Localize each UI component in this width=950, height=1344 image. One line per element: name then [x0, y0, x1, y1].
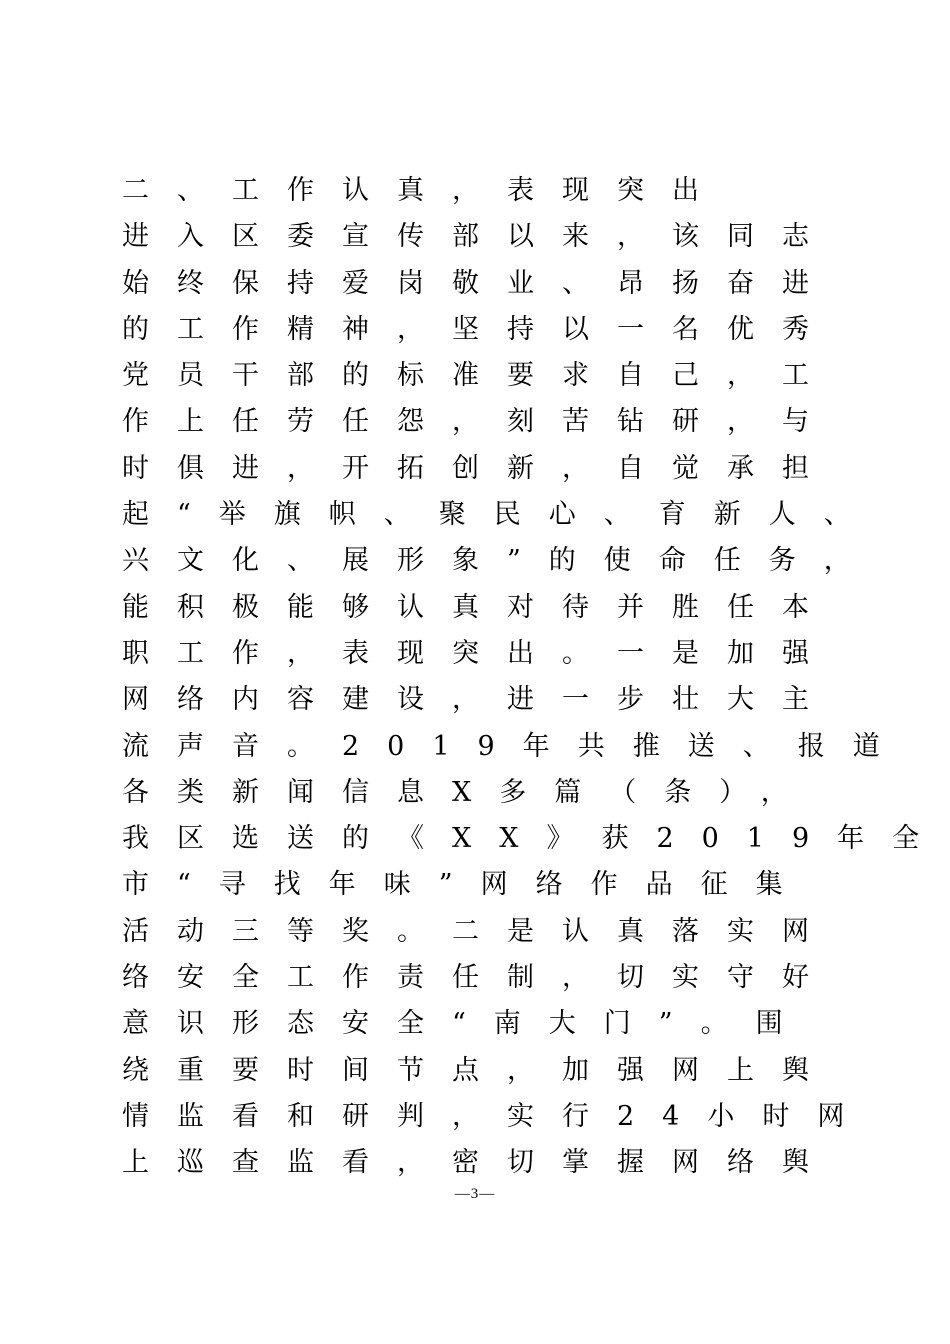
- paragraph-line: 绕重要时间节点，加强网上舆: [122, 1054, 837, 1086]
- paragraph-line: 始终保持爱岗敬业、昂扬奋进: [122, 267, 837, 299]
- paragraph-line: 络安全工作责任制，切实守好: [122, 962, 837, 994]
- paragraph-line: 起“举旗帜、聚民心、育新人、: [122, 499, 879, 531]
- paragraph-line: 兴文化、展形象”的使命任务，: [122, 545, 879, 577]
- paragraph-line: 上巡查监看，密切掌握网络舆: [122, 1147, 837, 1179]
- paragraph-line: 网络内容建设，进一步壮大主: [122, 684, 837, 716]
- paragraph-line: 我区选送的《XX》获2019年全: [122, 823, 948, 855]
- paragraph-line: 作上任劳任怨，刻苦钻研，与: [122, 406, 837, 438]
- paragraph-line: 职工作，表现突出。一是加强: [122, 637, 837, 669]
- paragraph-line: 各类新闻信息X多篇（条），: [122, 776, 816, 808]
- page-number: —3—: [454, 1186, 496, 1202]
- paragraph-line: 市“寻找年味”网络作品征集: [122, 869, 811, 901]
- paragraph-line: 活动三等奖。二是认真落实网: [122, 915, 837, 947]
- paragraph-line: 能积极能够认真对待并胜任本: [122, 591, 837, 623]
- paragraph-line: 党员干部的标准要求自己，工: [122, 360, 837, 392]
- section-heading: 二、工作认真，表现突出: [122, 175, 727, 206]
- paragraph-line: 进入区委宣传部以来，该同志: [122, 221, 837, 253]
- paragraph-line: 时俱进，开拓创新，自觉承担: [122, 452, 837, 484]
- paragraph-line: 情监看和研判，实行24小时网: [122, 1100, 873, 1132]
- body-text: [122, 168, 948, 1187]
- paragraph-line: 流声音。2019年共推送、报道: [122, 730, 908, 762]
- paragraph-line: 意识形态安全“南大门”。围: [122, 1008, 811, 1040]
- paragraph-line: 的工作精神，坚持以一名优秀: [122, 313, 837, 345]
